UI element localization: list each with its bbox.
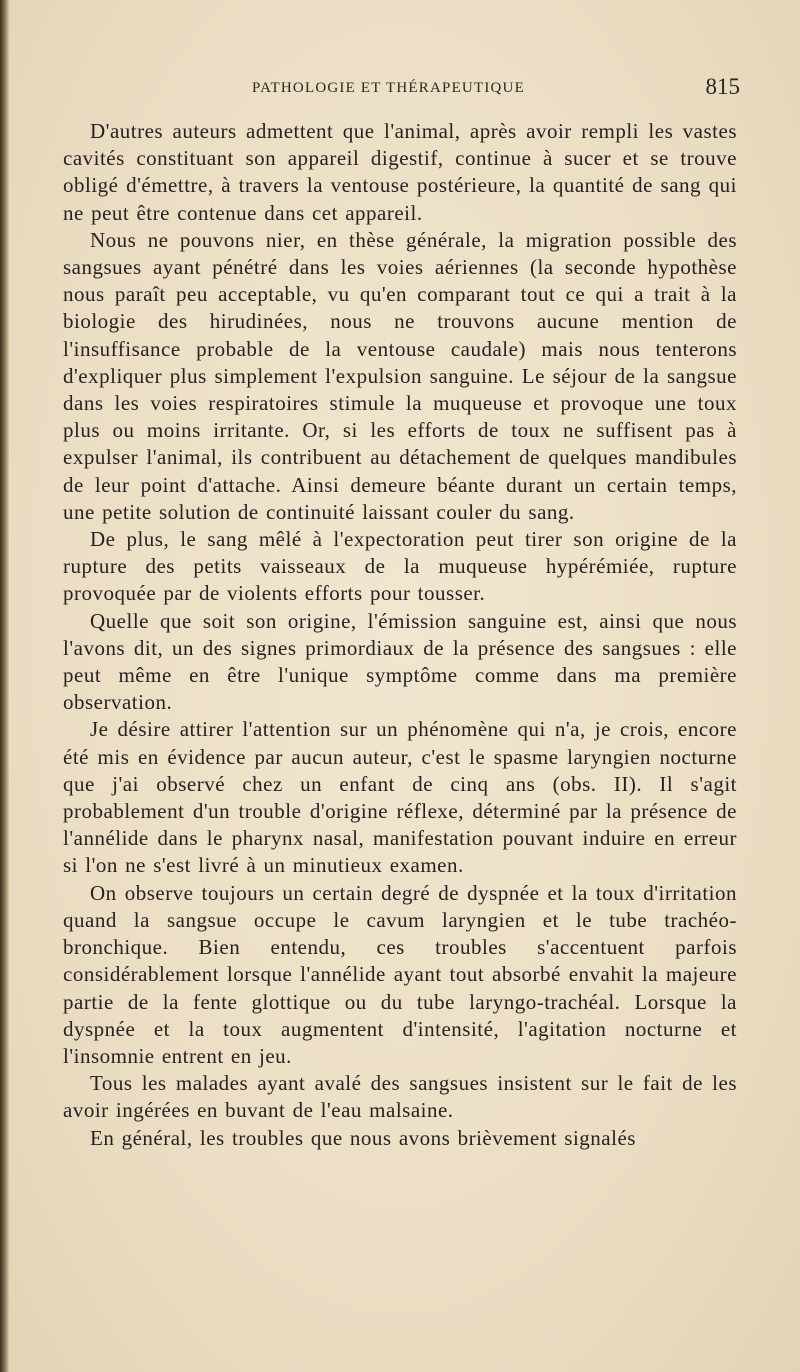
running-head: PATHOLOGIE ET THÉRAPEUTIQUE bbox=[252, 80, 525, 96]
paragraph: Tous les malades ayant avalé des sangsues insistent sur le fait de les avoir ingérées en buvant de l'eau malsaine. bbox=[63, 1071, 737, 1123]
page-number: 815 bbox=[705, 74, 740, 99]
paragraph: Je désire attirer l'attention sur un phénomène qui n'a, je crois, encore été mis en évidence par aucun auteur, c'est le spasme laryngien nocturne que j'ai observé chez un enfant de cinq ans (obs. II). Il s'agit probablement d'un trouble d'origine réflexe, déterminé par la présence de l'annélide dans le pharynx nasal, manifestation pouvant induire en erreur si l'on ne s'est livré à un minutieux examen. bbox=[63, 717, 737, 878]
page-header bbox=[62, 74, 740, 104]
paragraph: D'autres auteurs admettent que l'animal, après avoir rempli les vastes cavités constituant son appareil digestif, continue à sucer et se trouve obligé d'émettre, à travers la ventouse postérieure, la quantité de sang qui ne peut être contenue dans cet appareil. bbox=[63, 119, 737, 225]
paragraph: Quelle que soit son origine, l'émission sanguine est, ainsi que nous l'avons dit, un des signes primordiaux de la présence des sangsues : elle peut même en être l'unique symptôme comme dans ma première observation. bbox=[63, 608, 737, 715]
paragraph: On observe toujours un certain degré de dyspnée et la toux d'irritation quand la sangsue occupe le cavum laryngien et le tube trachéo-bronchique. Bien entendu, ces troubles s'accentuent parfois considérablement lorsque l'annélide ayant tout absorbé envahit la majeure partie de la fente glottique ou du tube laryngo-trachéal. Lorsque la dyspnée et la toux augmentent d'intensité, l'agitation nocturne et l'insomnie entrent en jeu. bbox=[63, 880, 737, 1068]
body-text bbox=[63, 118, 737, 1152]
page-binding-edge bbox=[0, 0, 9, 1372]
paragraph: De plus, le sang mêlé à l'expectoration peut tirer son origine de la rupture des petits vaisseaux de la muqueuse hypérémiée, rupture provoquée par de violents efforts pour tousser. bbox=[63, 527, 737, 606]
paragraph: Nous ne pouvons nier, en thèse générale, la migration possible des sangsues ayant pénétré dans les voies aériennes (la seconde hypothèse nous paraît peu acceptable, vu qu'en comparant tout ce qui a trait à la biologie des hirudinées, nous ne trouvons aucune mention de l'insuffisance probable de la ventouse caudale) mais nous tenterons d'expliquer plus simplement l'expulsion sanguine. Le séjour de la sangsue dans les voies respiratoires stimule la muqueuse et provoque une toux plus ou moins irritante. Or, si les efforts de toux ne suffisent pas à expulser l'animal, ils contribuent au détachement de quelques mandibules de leur point d'attache. Ainsi demeure béante durant un certain temps, une petite solution de continuité laissant couler du sang. bbox=[63, 227, 737, 524]
paragraph: En général, les troubles que nous avons brièvement signalés bbox=[90, 1125, 636, 1150]
